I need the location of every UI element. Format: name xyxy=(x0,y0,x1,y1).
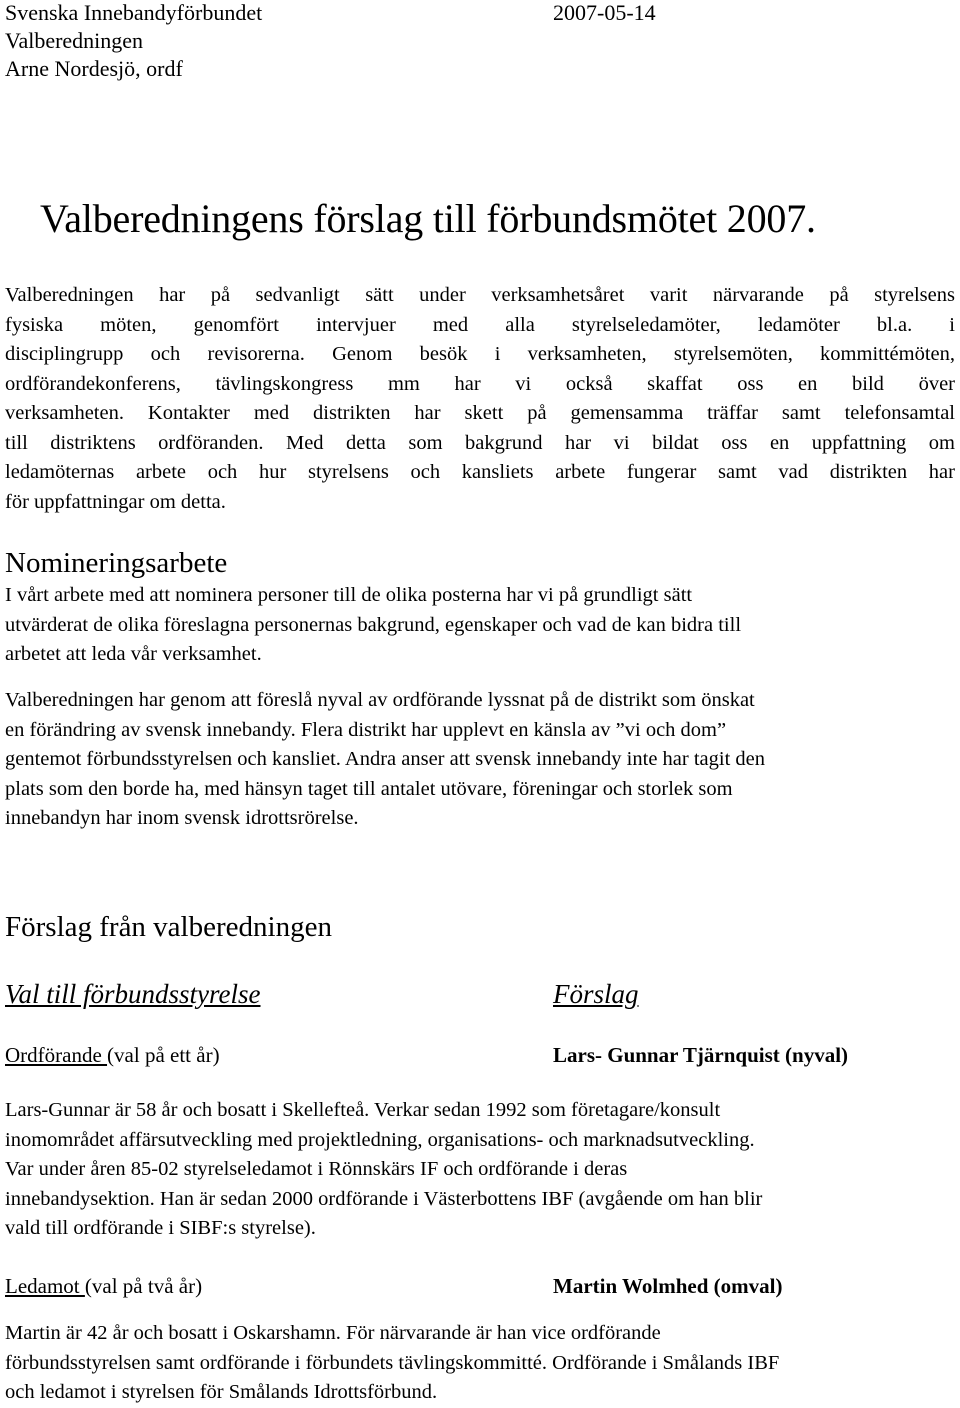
header-author: Arne Nordesjö, ordf xyxy=(5,56,183,81)
section-heading-nominering: Nomineringsarbete xyxy=(5,547,228,579)
paragraph-line: I vårt arbete med att nominera personer till de olika posterna har vi på grundligt sätt xyxy=(5,584,693,606)
nominee-ledamot: Martin Wolmhed (omval) xyxy=(553,1274,783,1298)
bio-line: inomområdet affärsutveckling med projektledning, organisations- och marknadsutveckling. xyxy=(5,1128,755,1151)
paragraph-line: plats som den borde ha, med hänsyn taget till antalet utövare, föreningar och storlek som xyxy=(5,777,733,800)
bio-line: Martin är 42 år och bosatt i Oskarshamn. För närvarande är han vice ordförande xyxy=(5,1322,661,1344)
paragraph-line: innebandyn har inom svensk idrottsrörelse. xyxy=(5,807,359,829)
intro-line: verksamheten. Kontakter med distrikten har skett på gemensamma träffar samt telefonsamtal xyxy=(5,402,955,424)
bio-line: Lars-Gunnar är 58 år och bosatt i Skellefteå. Verkar sedan 1992 som företagare/konsult xyxy=(5,1099,721,1121)
role-label: Ordförande xyxy=(5,1043,108,1067)
bio-line: Var under åren 85-02 styrelseledamot i Rönnskärs IF och ordförande i deras xyxy=(5,1158,628,1180)
paragraph-line: gentemot förbundsstyrelsen och kansliet. Andra anser att svensk innebandy inte har tagit den xyxy=(5,748,766,770)
intro-line: Valberedningen har på sedvanligt sätt under verksamhetsåret varit närvarande på styrelsens xyxy=(5,284,955,306)
intro-line: till distriktens ordföranden. Med detta som bakgrund har vi bildat oss en uppfattning om xyxy=(5,431,955,454)
intro-line: ordförandekonferens, tävlingskongress mm har vi också skaffat oss en bild över xyxy=(5,372,955,395)
role-ordforande xyxy=(5,1042,220,1068)
bio-line: innebandysektion. Han är sedan 2000 ordförande i Västerbottens IBF (avgående om han blir xyxy=(5,1187,763,1210)
intro-paragraph xyxy=(5,281,955,517)
role-term: (val på två år) xyxy=(84,1274,203,1298)
bio-ledamot xyxy=(5,1319,955,1408)
header-org: Svenska Innebandyförbundet xyxy=(5,0,263,25)
bio-line: förbundsstyrelsen samt ordförande i förbundets tävlingskommitté. Ordförande i Smålands IBF xyxy=(5,1351,780,1374)
intro-line: för uppfattningar om detta. xyxy=(5,490,226,513)
nominering-paragraph-2 xyxy=(5,686,955,834)
paragraph-line: en förändring av svensk innebandy. Flera distrikt har upplevt en känsla av ”vi och dom” xyxy=(5,718,727,741)
bio-ordforande xyxy=(5,1096,955,1244)
header-dept: Valberedningen xyxy=(5,28,144,53)
intro-line: disciplingrupp och revisorerna. Genom besök i verksamheten, styrelsemöten, kommittémöten, xyxy=(5,343,955,365)
header-date: 2007-05-14 xyxy=(553,0,656,25)
paragraph-line: utvärderat de olika föreslagna personernas bakgrund, egenskaper och vad de kan bidra till xyxy=(5,613,742,636)
section-heading-forslag: Förslag från valberedningen xyxy=(5,911,332,943)
paragraph-line: Valberedningen har genom att föreslå nyval av ordförande lyssnat på de distrikt som önskat xyxy=(5,689,755,711)
nominee-ordforande: Lars- Gunnar Tjärnquist (nyval) xyxy=(553,1043,849,1067)
document-title: Valberedningens förslag till förbundsmötet 2007. xyxy=(40,196,816,241)
column-heading-val: Val till förbundsstyrelse xyxy=(5,979,261,1009)
intro-line: ledamöternas arbete och hur styrelsens och kansliets arbete fungerar samt vad distrikten har xyxy=(5,461,955,483)
paragraph-line: arbetet att leda vår verksamhet. xyxy=(5,643,262,665)
bio-line: vald till ordförande i SIBF:s styrelse). xyxy=(5,1217,316,1239)
role-label: Ledamot xyxy=(5,1274,85,1298)
intro-line: fysiska möten, genomfört intervjuer med alla styrelseledamöter, ledamöter bl.a. i xyxy=(5,313,955,336)
nominering-paragraph-1 xyxy=(5,581,955,670)
column-heading-forslag: Förslag xyxy=(553,979,639,1009)
role-term: (val på ett år) xyxy=(107,1043,220,1067)
role-ledamot xyxy=(5,1273,202,1299)
bio-line: och ledamot i styrelsen för Smålands Idrottsförbund. xyxy=(5,1381,438,1403)
